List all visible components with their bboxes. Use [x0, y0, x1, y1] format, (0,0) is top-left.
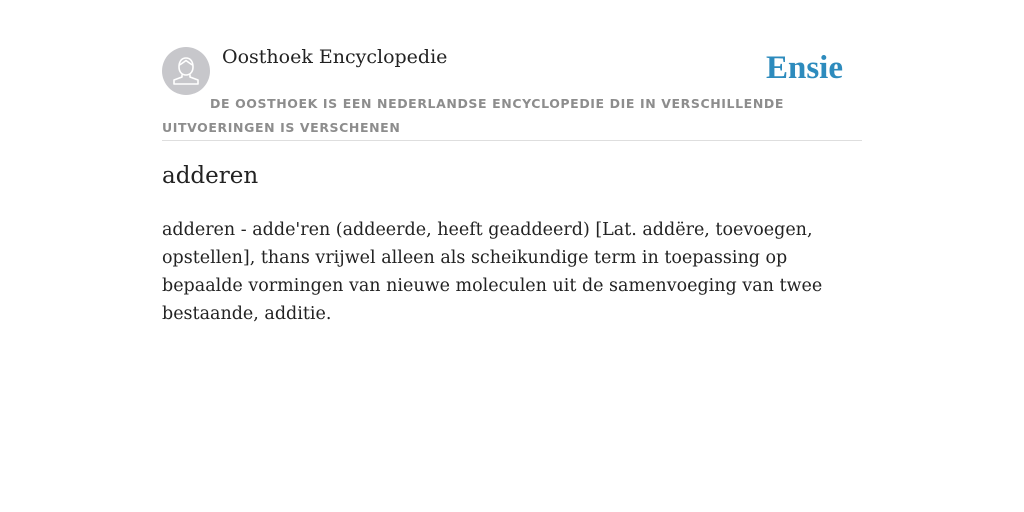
source-avatar[interactable]: [162, 47, 210, 95]
entry-body: adderen - adde'ren (addeerde, heeft geaddeerd) [Lat. addëre, toevoegen, opstellen], thans vrijwel alleen als scheikundige term in toepassing op bepaalde vormingen van nieuwe moleculen uit de samenvoeging van twee bestaande, additie.: [162, 220, 823, 324]
ensie-logo-link[interactable]: Ensie: [765, 50, 843, 86]
source-header: [162, 44, 862, 141]
source-name-link[interactable]: Oosthoek Encyclopedie: [222, 46, 448, 68]
source-tagline: DE OOSTHOEK IS EEN NEDERLANDSE ENCYCLOPEDIE DIE IN VERSCHILLENDE UITVOERINGEN IS VERSCHENEN: [162, 96, 784, 135]
entry-title: adderen: [162, 163, 259, 189]
user-icon: [162, 47, 210, 95]
